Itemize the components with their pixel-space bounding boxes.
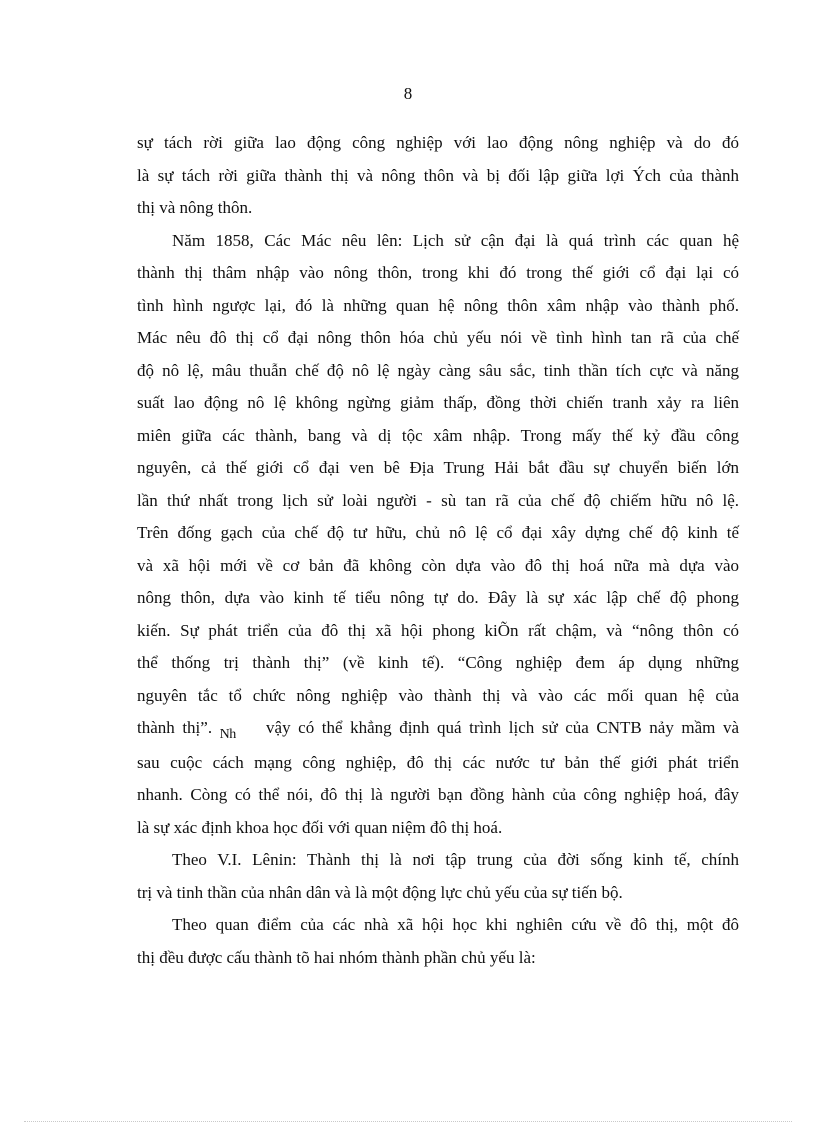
text-line: kiến. Sự phát triển của đô thị xã hội phong kiÕn rất chậm, và “nông thôn có xyxy=(137,620,739,640)
text-line: là sự xác định khoa học đối với quan niệm đô thị hoá. xyxy=(137,817,503,837)
text-line: và xã hội mới về cơ bản đã không còn dựa vào đô thị hoá nữa mà dựa vào xyxy=(137,555,739,575)
paragraph xyxy=(137,225,739,845)
paragraph xyxy=(137,844,739,909)
text-line: nguyên tắc tổ chức nông nghiệp vào thành thị và vào các mối quan hệ của xyxy=(137,685,739,705)
text-line: lần thứ nhất trong lịch sử loài người - sù tan rã của chế độ chiếm hữu nô lệ. xyxy=(137,490,739,510)
text-line: Theo quan điểm của các nhà xã hội học khi nghiên cứu về đô thị, một đô xyxy=(172,915,739,934)
text-line: Trên đống gạch của chế độ tư hữu, chủ nô lệ cổ đại xây dựng chế độ kinh tế xyxy=(137,523,739,542)
text-line: trị và tinh thần của nhân dân và là một động lực chủ yếu của sự tiến bộ. xyxy=(137,882,623,902)
text-line: thể thống trị thành thị” (về kinh tế). “Công nghiệp đem áp dụng những xyxy=(137,653,739,672)
text-line: sự tách rời giữa lao động công nghiệp với lao động nông nghiệp và do đó xyxy=(137,133,739,152)
misplaced-fragment: Nh xyxy=(219,727,236,742)
text-line: miên giữa các thành, bang và dị tộc xâm nhập. Trong mấy thế kỷ đầu công xyxy=(137,425,739,445)
page-number: 8 xyxy=(403,84,413,103)
text-line: thành thị thâm nhập vào nông thôn, trong khi đó trong thế giới cổ đại lại có xyxy=(137,263,739,282)
text-line: sau cuộc cách mạng công nghiệp, đô thị các nước tư bản thế giới phát triển xyxy=(137,752,739,772)
text-line: nông thôn, dựa vào kinh tế tiểu nông tự do. Đây là sự xác lập chế độ phong xyxy=(137,588,739,607)
text-line: độ nô lệ, mâu thuẫn chế độ nô lệ ngày càng sâu sắc, tinh thần tích cực và năng xyxy=(137,360,739,380)
paragraph xyxy=(137,909,739,974)
text-line: thị đều được cấu thành tõ hai nhóm thành phần chủ yếu là: xyxy=(137,947,536,967)
split-line-before: thành thị”. xyxy=(137,718,213,737)
paragraph xyxy=(137,127,739,225)
text-line: tình hình ngược lại, đó là những quan hệ nông thôn xâm nhập vào thành phố. xyxy=(137,295,739,315)
text-line: thị và nông thôn. xyxy=(137,198,253,217)
text-line: Theo V.I. Lênin: Thành thị là nơi tập trung của đời sống kinh tế, chính xyxy=(172,850,739,869)
split-line-after: vậy có thể khẳng định quá trình lịch sử của CNTB nảy mầm và xyxy=(266,718,740,737)
text-line: suất lao động nô lệ không ngừng giảm thấp, đồng thời chiến tranh xảy ra liên xyxy=(137,393,739,412)
page-bottom-rule xyxy=(24,1121,792,1122)
text-line-split xyxy=(137,712,739,747)
text-line: nguyên, cả thế giới cổ đại ven bê Địa Trung Hải bắt đầu sự chuyển biến lớn xyxy=(137,458,739,477)
text-line: Mác nêu đô thị cổ đại nông thôn hóa chủ yếu nói về tình hình tan rã của chế xyxy=(137,328,739,347)
text-line: Năm 1858, Các Mác nêu lên: Lịch sử cận đại là quá trình các quan hệ xyxy=(172,230,739,250)
body-text xyxy=(137,127,739,974)
text-line: là sự tách rời giữa thành thị và nông thôn và bị đối lập giữa lợi Ých của thành xyxy=(137,165,739,185)
text-line: nhanh. Còng có thể nói, đô thị là người bạn đồng hành của công nghiệp hoá, đây xyxy=(137,785,739,804)
